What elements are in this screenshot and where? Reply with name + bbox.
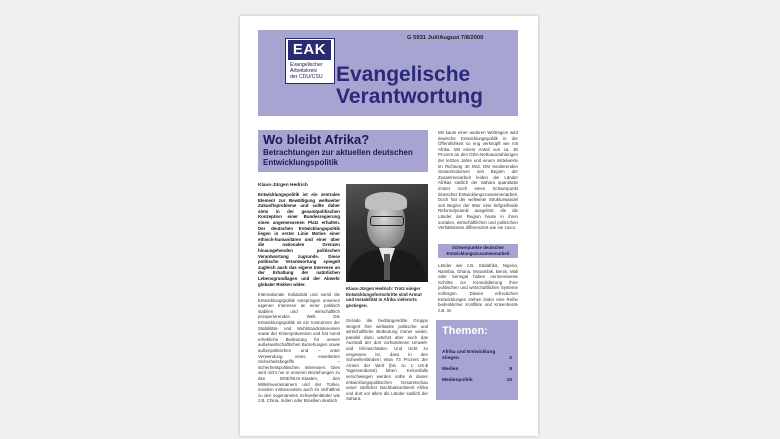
themen-title: Themen: (442, 325, 488, 337)
article-subheading: Betrachtungen zur aktuellen deutschen Entwicklungspolitik (263, 148, 413, 167)
section-heading: Schwerpunkte deutscher Entwicklungszusammenarbeit (446, 245, 510, 256)
logo-text: Evangelischer Arbeitskreis der CDU/CSU (290, 62, 323, 80)
themen-item[interactable]: Medien 8 (442, 367, 512, 372)
article-headline: Wo bleibt Afrika? (263, 132, 370, 147)
body-paragraph: Internationale Solidarität und somit die Entwicklungspolitik entspringen unserem eigenen Interesse an einer politisch stabilen und wirtschaftlich prosperierenden Welt. Die Entwicklungspolitik ist ein Instrument der Stabilitäts- und Wohlstandsinteressen sowie der Krisenprävention und hat somit erhebliche Bedeutung für unsere außenwirtschaftlichen Beziehungen sowie außenpolitischen und – unter Verwendung eines erweiterten Sicherheitsbegriffs – sicherheitspolitischen Interessen. Dies wird nicht nur in unseren Beziehungen zu den MOE/NUS-Staaten, den Mittelmeeranrainern und der Türkei, sondern insbesondere auch im Verhältnis zu den sogenannten Schwellenländer wie z.B. China, Indien oder Brasilien deutlich. (258, 292, 340, 404)
themen-item[interactable]: Afrika und Entwicklung stiegen 2 (442, 350, 512, 361)
lead-paragraph: Entwicklungspolitik ist ein zentrales Element zur Bewältigung weltweiter Zukunftsprobleme und sollte daher stets in der gesamtpolitischen Konzeption einer Bundesregierung einen angemessenen Platz erhalten. Der deutschen Entwicklungspolitik liegen in erster Linie Motive einer ethisch-humanitären und einer über die nationalen Grenzen hinausgehenden politischen Verantwortung zugrunde. Diese politische Verantwortung spiegelt zugleich auch das eigene Interesse an der Erhaltung der natürlichen Lebensgrundlagen und der Abwehr globaler Risiken wider. (258, 192, 340, 287)
column-2: Gerade die bedrängendste Gruppe steigert ihre weltweite politische und wirtschaftliche Bedeutung immer weiter, parallel dazu wächst aber auch das Ausmaß der dort vorhandenen Umwelt- und Klimaschäden. Und nicht zu vergessen ist, dass in den Schwellenländern etwa 73 Prozent der Armen der Welt (bis zu 1 US-$ Tagesverdienst) leben. Keinesfalls verschwiegen werden sollte in dieser entwicklungspolitischen Gesamtschau unser südlicher Nachbarkontinent Afrika und dort vor allem die Länder südlich der Sahara. (346, 318, 428, 402)
themen-item[interactable]: Medienpolitik 10 (442, 378, 512, 383)
column-3 (438, 130, 518, 236)
portrait-photo (346, 184, 428, 282)
logo-letters: EAK (288, 40, 331, 60)
themen-list (442, 350, 512, 389)
issue-number: G 5931 Juli/August 7/8/2000 (407, 35, 484, 41)
publication-title: Evangelische Verantwortung (336, 63, 484, 108)
column-3-continued: Länder wie z.B. Südafrika, Nigeria, Namibia, Ghana, Mosambik, Benin, Mali oder Senegal haben nennenswerte Schritte zur Konsolidierung ihrer politischen und wirtschaftlichen Systeme vollzogen. Diesen erfreulichen Entwicklungen stehen leider eine Reihe bedenklicher Konflikte und Krisenherde z.B. im (438, 263, 518, 313)
body-paragraph: Mit kaum einer anderen Weltregion wird deutsche Entwicklungspolitik in der Öffentlichkeit so eng verknüpft wie mit Afrika. Mit einem Anteil von ca. 30 Prozent an den ODA-Nettoauszahlungen der letzten Jahre und einem mittelwerte im Richtung 40 Mrd. DM tendierenden Gesamtvolumen seit Beginn der Zusammenarbeit leiden die Länder Afrikas südlich der Sahara quantitativ immer noch einen Schwerpunkt deutscher Entwicklungszusammenarbeit. Doch hat der weltweite Strukturwandel seit Beginn der 90er eine tiefgreifende Reformdynamik ausgelöst, die die Länder der Region heute in ihren sozialen, wirtschaftlichen und politischen Verhältnissen differenziert wie nie zuvor. (438, 130, 518, 231)
column-1 (258, 192, 340, 409)
photo-caption: Klaus-Jürgen Hedrich: Trotz einiger Entwicklungsfortschritte sind Armut und Instabilität in Afrika vielerorts gestiegen. (346, 286, 422, 308)
author-name: Klaus-Jürgen Hedrich (258, 183, 308, 188)
